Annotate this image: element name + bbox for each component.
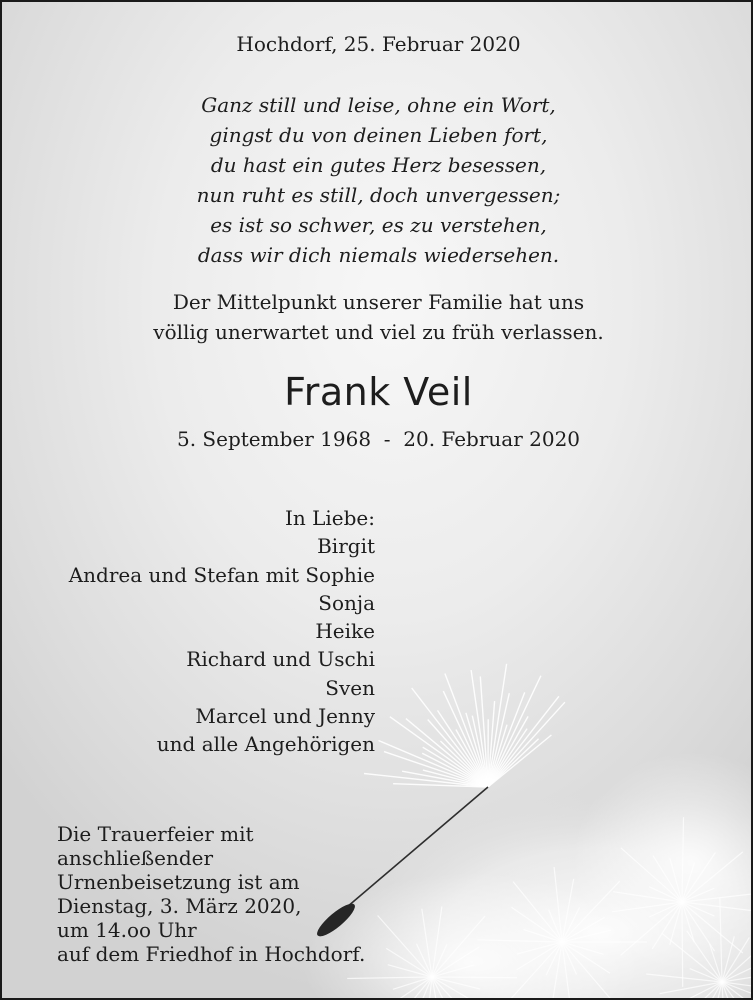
mourner-name: Marcel und Jenny bbox=[195, 704, 375, 729]
poem bbox=[2, 90, 753, 270]
mourner-name: Richard und Uschi bbox=[186, 647, 375, 672]
mourner-name: Heike bbox=[315, 619, 375, 644]
mourners-list bbox=[69, 504, 375, 759]
deceased-name: Frank Veil bbox=[284, 370, 473, 414]
life-dates: 5. September 1968 - 20. Februar 2020 bbox=[176, 427, 581, 451]
place-date: Hochdorf, 25. Februar 2020 bbox=[236, 32, 521, 56]
intro-text bbox=[2, 287, 753, 347]
poem-line: es ist so schwer, es zu verstehen, bbox=[210, 213, 547, 237]
intro-line: völlig unerwartet und viel zu früh verlassen. bbox=[153, 320, 604, 344]
poem-line: Ganz still und leise, ohne ein Wort, bbox=[201, 93, 556, 117]
poem-line: nun ruht es still, doch unvergessen; bbox=[196, 183, 561, 207]
funeral-line: Die Trauerfeier mit bbox=[57, 822, 254, 846]
mourner-name: und alle Angehörigen bbox=[156, 732, 375, 757]
funeral-notice bbox=[57, 822, 365, 966]
poem-line: gingst du von deinen Lieben fort, bbox=[209, 123, 548, 147]
mourner-name: Birgit bbox=[317, 534, 375, 559]
funeral-line: um 14.oo Uhr bbox=[57, 918, 197, 942]
mourner-name: Andrea und Stefan mit Sophie bbox=[68, 562, 375, 587]
poem-line: dass wir dich niemals wiedersehen. bbox=[197, 243, 560, 267]
funeral-line: auf dem Friedhof in Hochdorf. bbox=[57, 942, 366, 966]
funeral-line: Dienstag, 3. März 2020, bbox=[57, 894, 302, 918]
mourners-heading: In Liebe: bbox=[284, 506, 375, 530]
funeral-line: anschließender bbox=[57, 846, 214, 870]
mourner-name: Sven bbox=[325, 675, 375, 700]
funeral-line: Urnenbeisetzung ist am bbox=[57, 870, 300, 894]
mourner-name: Sonja bbox=[318, 590, 375, 615]
poem-line: du hast ein gutes Herz besessen, bbox=[210, 153, 547, 177]
intro-line: Der Mittelpunkt unserer Familie hat uns bbox=[172, 290, 585, 314]
